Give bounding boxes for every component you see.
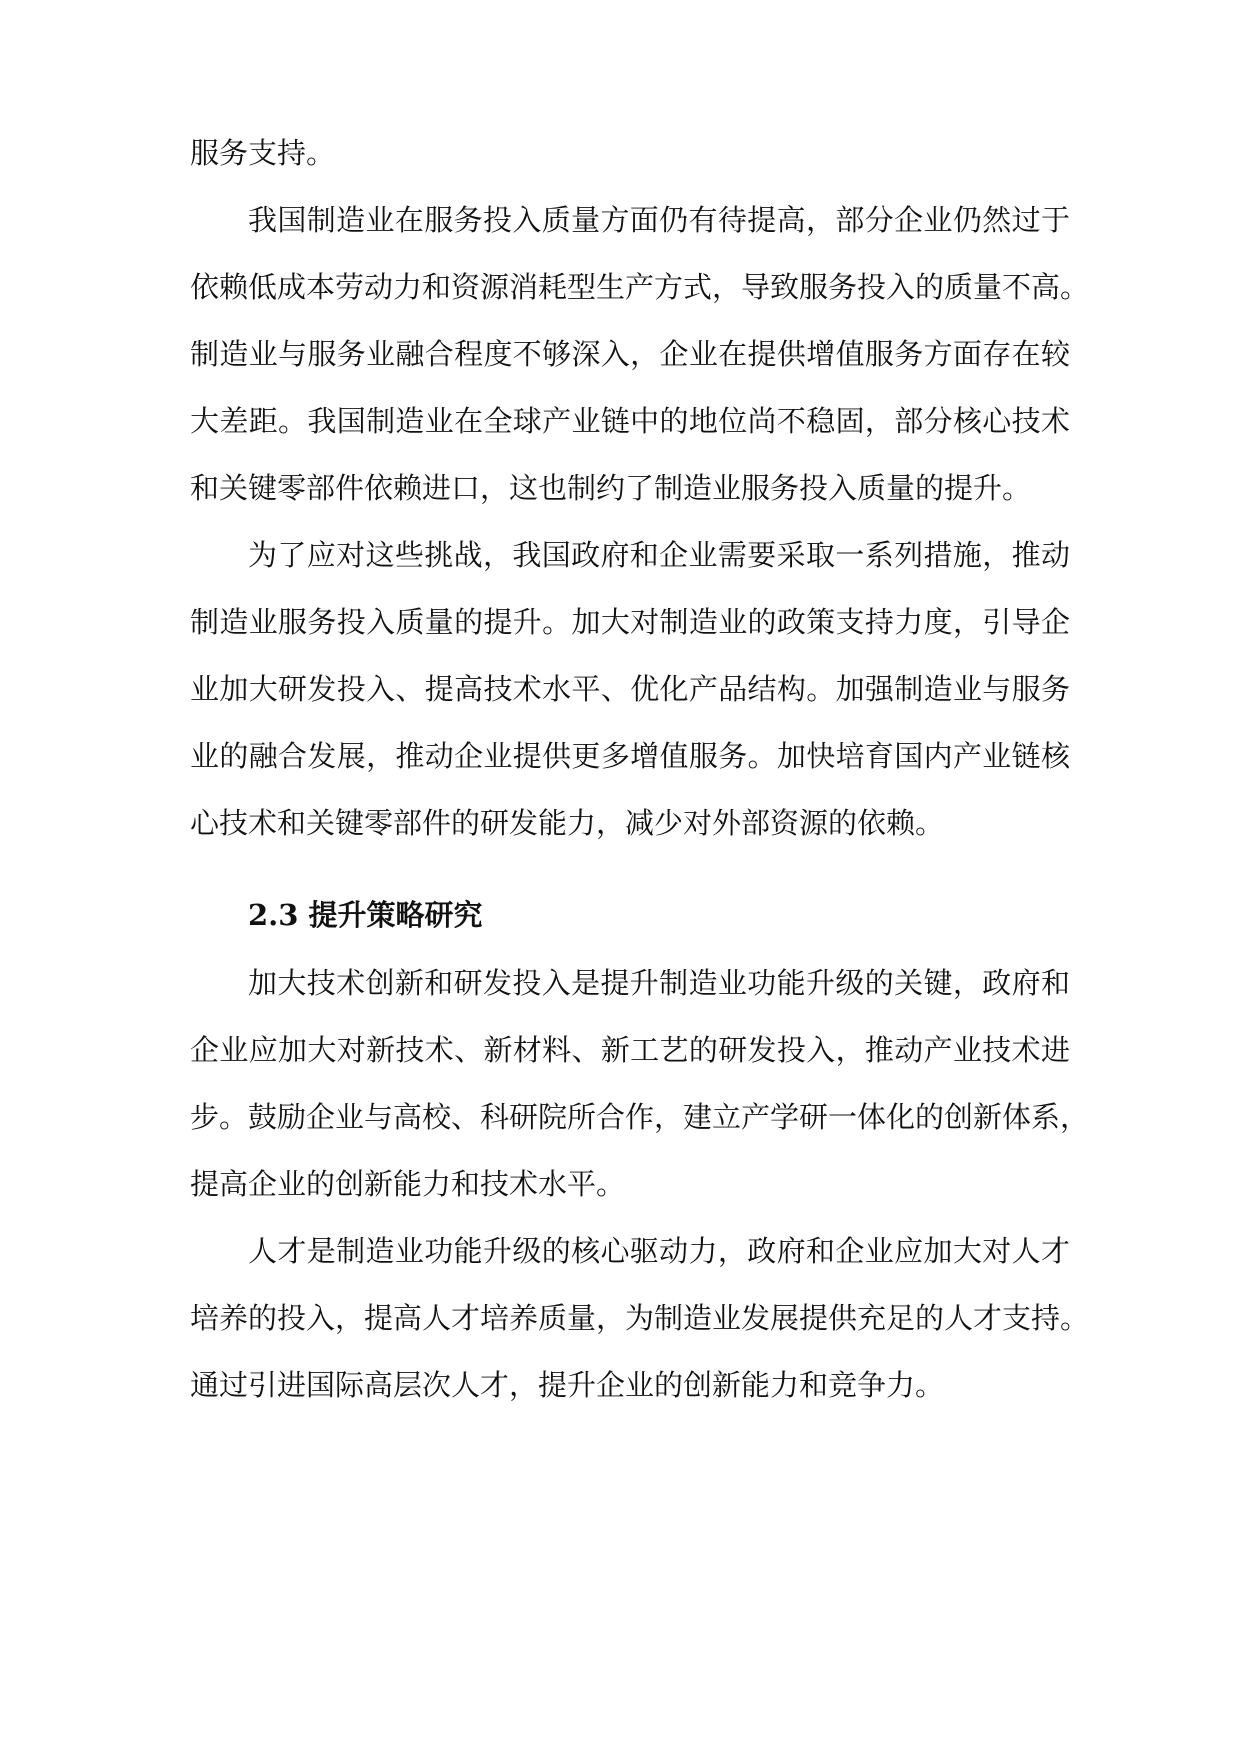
paragraph-line: 为了应对这些挑战，我国政府和企业需要采取一系列措施，推动 (248, 538, 1070, 572)
paragraph-line: 大差距。我国制造业在全球产业链中的地位尚不稳固，部分核心技术 (190, 404, 1070, 438)
paragraph-line: 步。鼓励企业与高校、科研院所合作，建立产学研一体化的创新体系， (190, 1100, 1090, 1134)
paragraph-line: 服务支持。 (190, 136, 336, 170)
paragraph-line: 和关键零部件依赖进口，这也制约了制造业服务投入质量的提升。 (190, 471, 1032, 505)
paragraph-line: 心技术和关键零部件的研发能力，减少对外部资源的依赖。 (190, 806, 945, 840)
paragraph-line: 提高企业的创新能力和技术水平。 (190, 1167, 626, 1201)
paragraph-line: 制造业与服务业融合程度不够深入，企业在提供增值服务方面存在较 (190, 337, 1070, 371)
paragraph-line: 业的融合发展，推动企业提供更多增值服务。加快培育国内产业链核 (190, 739, 1070, 773)
section-heading: 2.3 提升策略研究 (248, 898, 483, 932)
paragraph-line: 培养的投入，提高人才培养质量，为制造业发展提供充足的人才支持。 (190, 1301, 1090, 1335)
paragraph-line: 加大技术创新和研发投入是提升制造业功能升级的关键，政府和 (248, 966, 1070, 1000)
paragraph-line: 制造业服务投入质量的提升。加大对制造业的政策支持力度，引导企 (190, 605, 1070, 639)
paragraph-line: 依赖低成本劳动力和资源消耗型生产方式，导致服务投入的质量不高。 (190, 270, 1090, 304)
paragraph-line: 人才是制造业功能升级的核心驱动力，政府和企业应加大对人才 (248, 1234, 1070, 1268)
paragraph-line: 通过引进国际高层次人才，提升企业的创新能力和竞争力。 (190, 1368, 945, 1402)
paragraph-line: 业加大研发投入、提高技术水平、优化产品结构。加强制造业与服务 (190, 672, 1070, 706)
paragraph-line: 我国制造业在服务投入质量方面仍有待提高，部分企业仍然过于 (248, 203, 1070, 237)
paragraph-line: 企业应加大对新技术、新材料、新工艺的研发投入，推动产业技术进 (190, 1033, 1070, 1067)
